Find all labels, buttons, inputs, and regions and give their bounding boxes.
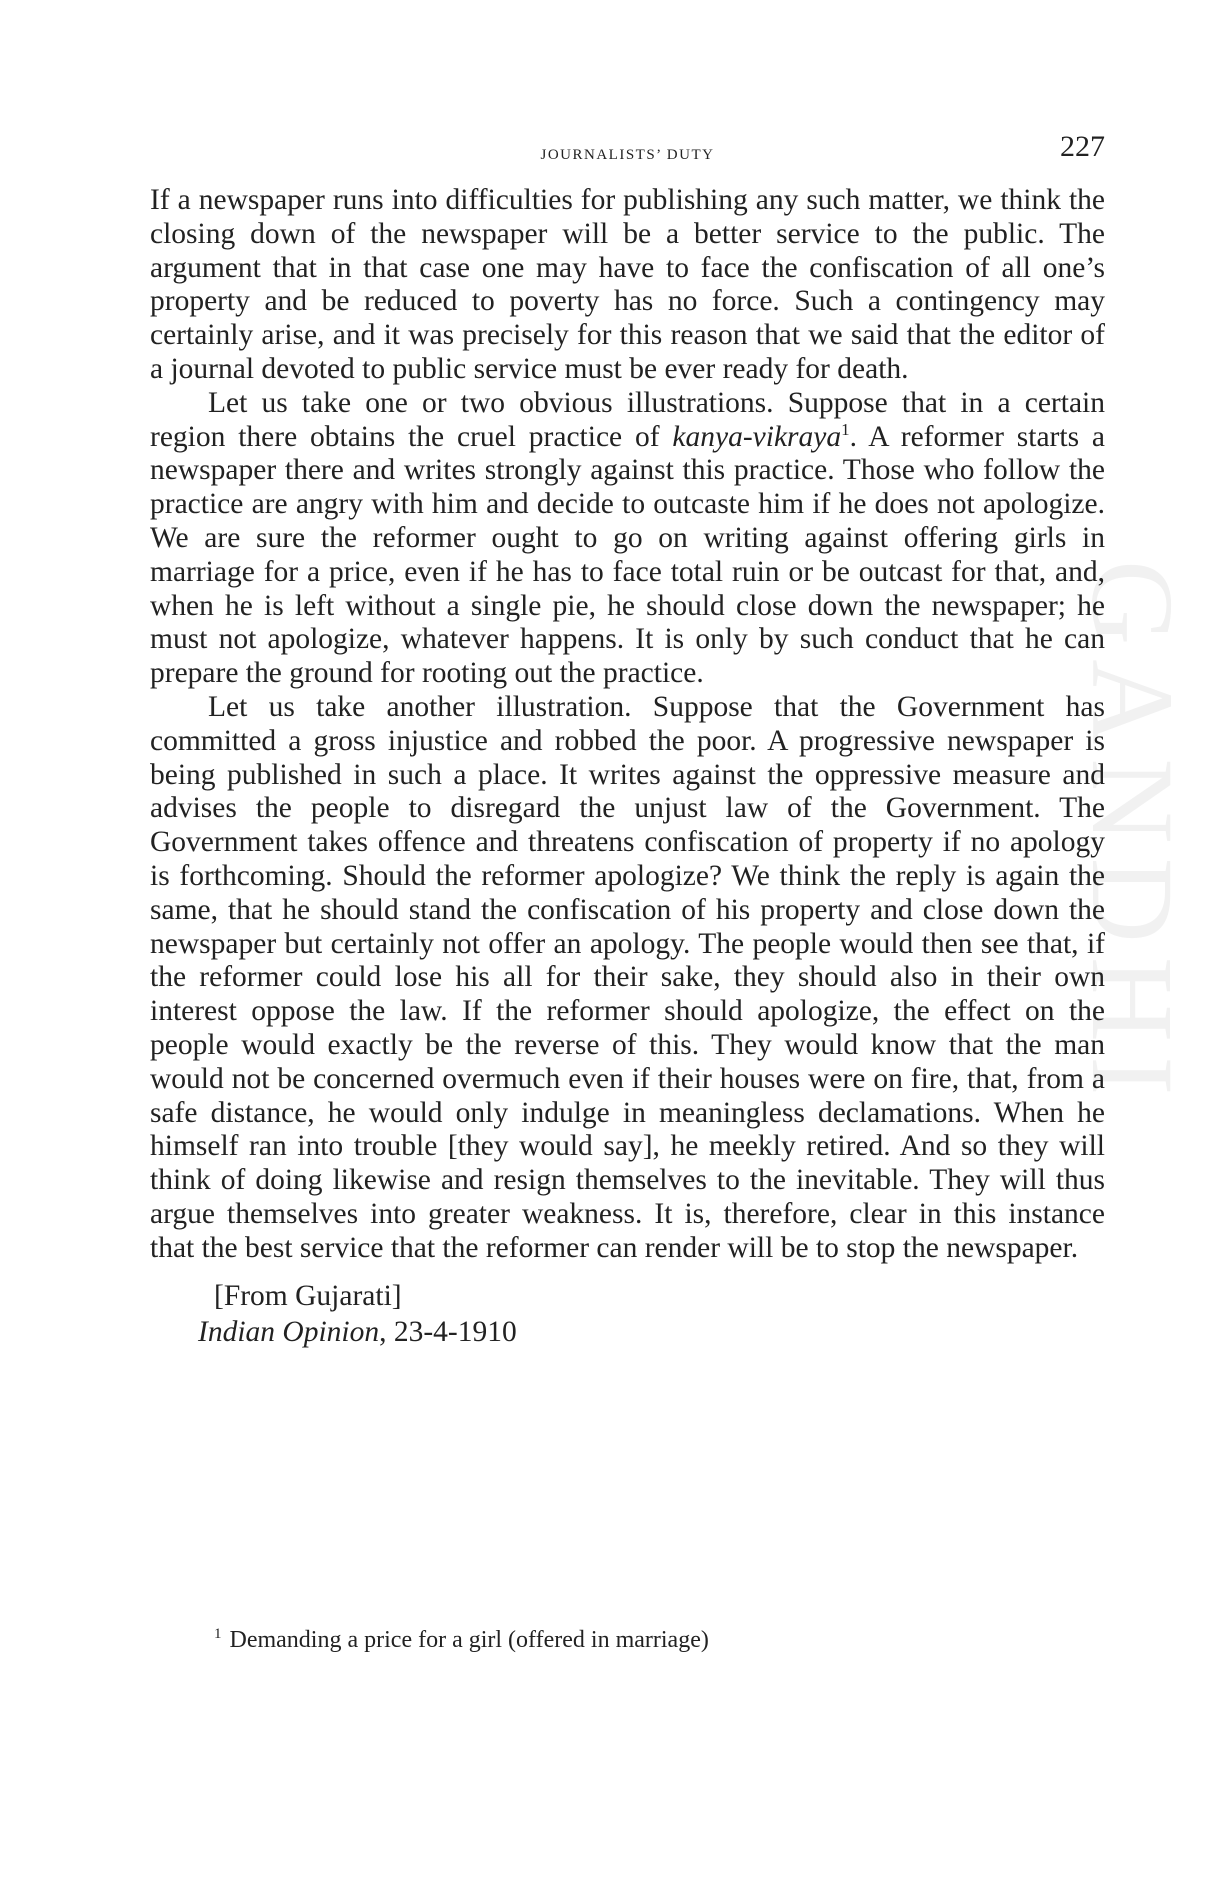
source-note [150, 1278, 1105, 1350]
watermark: GANDHI [1067, 560, 1198, 1110]
footnote-text: Demanding a price for a girl (offered in marriage) [229, 1627, 709, 1653]
body-text [150, 184, 1105, 1266]
term-kanya-vikraya: kanya-vikraya [672, 420, 842, 453]
publication-date: , 23-4-1910 [379, 1315, 517, 1348]
running-header [150, 130, 1105, 170]
paragraph-3: Let us take another illustration. Suppose that the Government has committed a gross injustice and robbed the poor. A progressive newspaper is being published in such a place. It writes against the oppressive measure and advises the people to disregard the unjust law of the Government. The Government takes offence and threatens confiscation of property if no apology is forthcoming. Should the reformer apologize? We think the reply is again the same, that he should stand the confiscation of his property and close down the newspaper but certainly not offer an apology. The people would then see that, if the reformer could lose his all for their sake, they should also in their own interest oppose the law. If the reformer should apologize, the effect on the people would exactly be the reverse of this. They would know that the man would not be concerned overmuch even if their houses were on fire, that, from a safe distance, he would only indulge in meaningless declamations. When he himself ran into trouble [they would say], he meekly retired. And so they will think of doing likewise and resign themselves to the inevitable. They will thus argue themselves into greater weakness. It is, therefore, clear in this instance that the best service that the reformer can render will be to stop the newspaper. [150, 690, 1105, 1264]
paragraph-2-start: Let us take one or two obvious illustrations. Suppose that in a certain region there obtains the cruel practice of [150, 386, 1105, 453]
publication-title: Indian Opinion [198, 1315, 380, 1348]
footnote [214, 1627, 709, 1654]
footnote-reference: 1 [841, 419, 850, 439]
running-title: journalists’ duty [540, 140, 715, 164]
source-publication-line [150, 1314, 1105, 1350]
footnote-mark: 1 [214, 1626, 222, 1642]
page-number: 227 [1060, 130, 1105, 163]
paragraph-2-end: . A reformer starts a newspaper there and writes strongly against this practice. Those who follow the practice are angry with him and decide to outcaste him if he does not apologize. We are sure the reformer ought to go on writing against offering girls in marriage for a price, even if he has to face total ruin or be outcast for that, and, when he is left without a single pie, he should close down the newspaper; he must not apologize, whatever happens. It is only by such conduct that he can prepare the ground for rooting out the practice. [150, 420, 1105, 690]
paragraph-2 [150, 387, 1105, 691]
page [150, 130, 1105, 1350]
paragraph-1: If a newspaper runs into difficulties for publishing any such matter, we think the closing down of the newspaper will be a better service to the public. The argument that in that case one may have to face the confiscation of all one’s property and be reduced to poverty has no force. Such a contingency may certainly arise, and it was precisely for this reason that we said that the editor of a journal devoted to public service must be ever ready for death. [150, 184, 1105, 385]
source-language: [From Gujarati] [214, 1279, 402, 1312]
